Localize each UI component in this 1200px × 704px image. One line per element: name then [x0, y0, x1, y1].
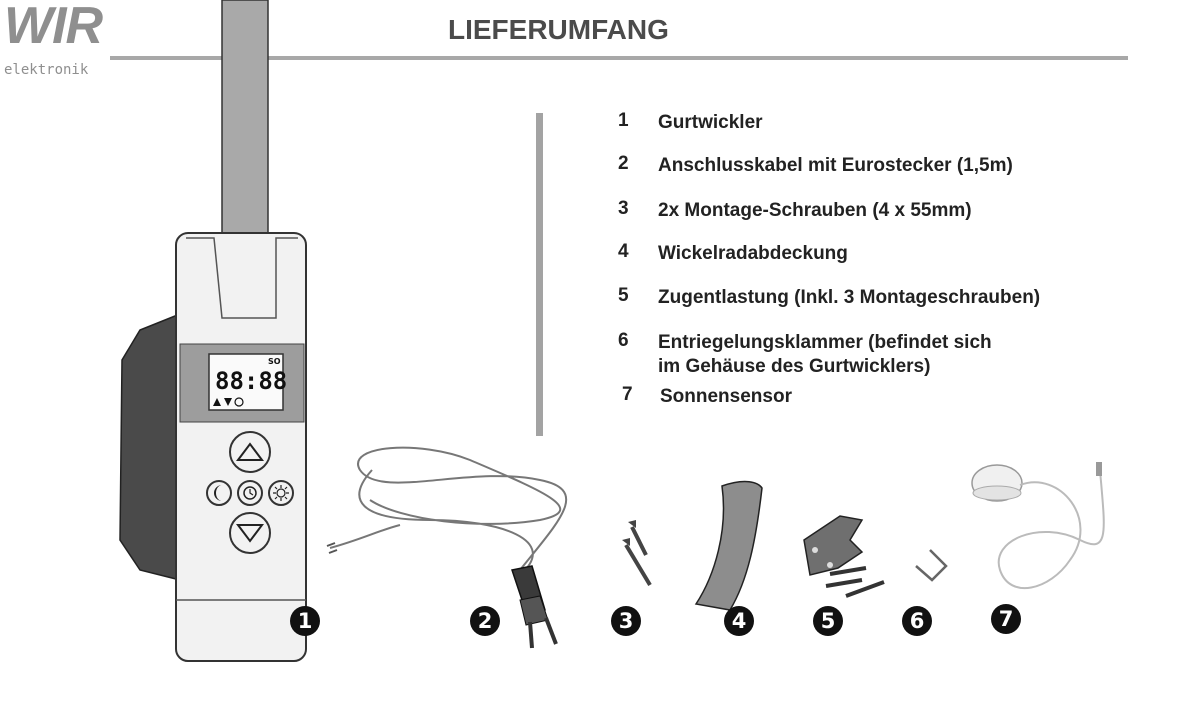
item-text: Sonnensensor — [660, 386, 792, 407]
number-badge: 4 — [724, 606, 754, 636]
down-button — [230, 513, 270, 553]
strain-relief — [804, 516, 884, 596]
item-number: 3 — [618, 198, 629, 219]
cable-with-plug — [327, 448, 566, 648]
wheel-cover — [696, 482, 762, 610]
release-clip — [916, 550, 946, 580]
page-title: LIEFERUMFANG — [448, 14, 669, 45]
number-badge: 7 — [991, 604, 1021, 634]
moon-button — [207, 481, 231, 505]
winder-housing — [120, 314, 180, 580]
item-text: 2x Montage-Schrauben (4 x 55mm) — [658, 200, 972, 221]
mounting-screws — [622, 520, 650, 585]
item-text: Zugentlastung (Inkl. 3 Montageschrauben) — [658, 287, 1041, 308]
item-text: im Gehäuse des Gurtwicklers) — [658, 356, 931, 377]
number-badge: 1 — [290, 606, 320, 636]
number-badge: 6 — [902, 606, 932, 636]
item-text: Wickelradabdeckung — [658, 243, 848, 264]
sun-sensor — [972, 462, 1104, 588]
gurtwickler-device — [176, 233, 306, 661]
sun-button — [269, 481, 293, 505]
lcd-time: 88:88 — [215, 367, 288, 395]
item-text: Gurtwickler — [658, 112, 763, 133]
number-badge: 3 — [611, 606, 641, 636]
number-badge: 5 — [813, 606, 843, 636]
item-text: Anschlusskabel mit Eurostecker (1,5m) — [658, 155, 1013, 176]
item-number: 7 — [622, 384, 633, 405]
up-button — [230, 432, 270, 472]
item-number: 1 — [618, 110, 629, 131]
lcd-label: SO — [268, 357, 281, 366]
item-number: 5 — [618, 285, 629, 306]
item-number: 6 — [618, 330, 629, 351]
number-badge: 2 — [470, 606, 500, 636]
item-number: 4 — [618, 241, 629, 262]
logo-brand: WIR — [4, 0, 103, 55]
item-text: Entriegelungsklammer (befindet sich — [658, 332, 992, 353]
item-number: 2 — [618, 153, 629, 174]
logo-subtitle: elektronik — [4, 62, 89, 78]
